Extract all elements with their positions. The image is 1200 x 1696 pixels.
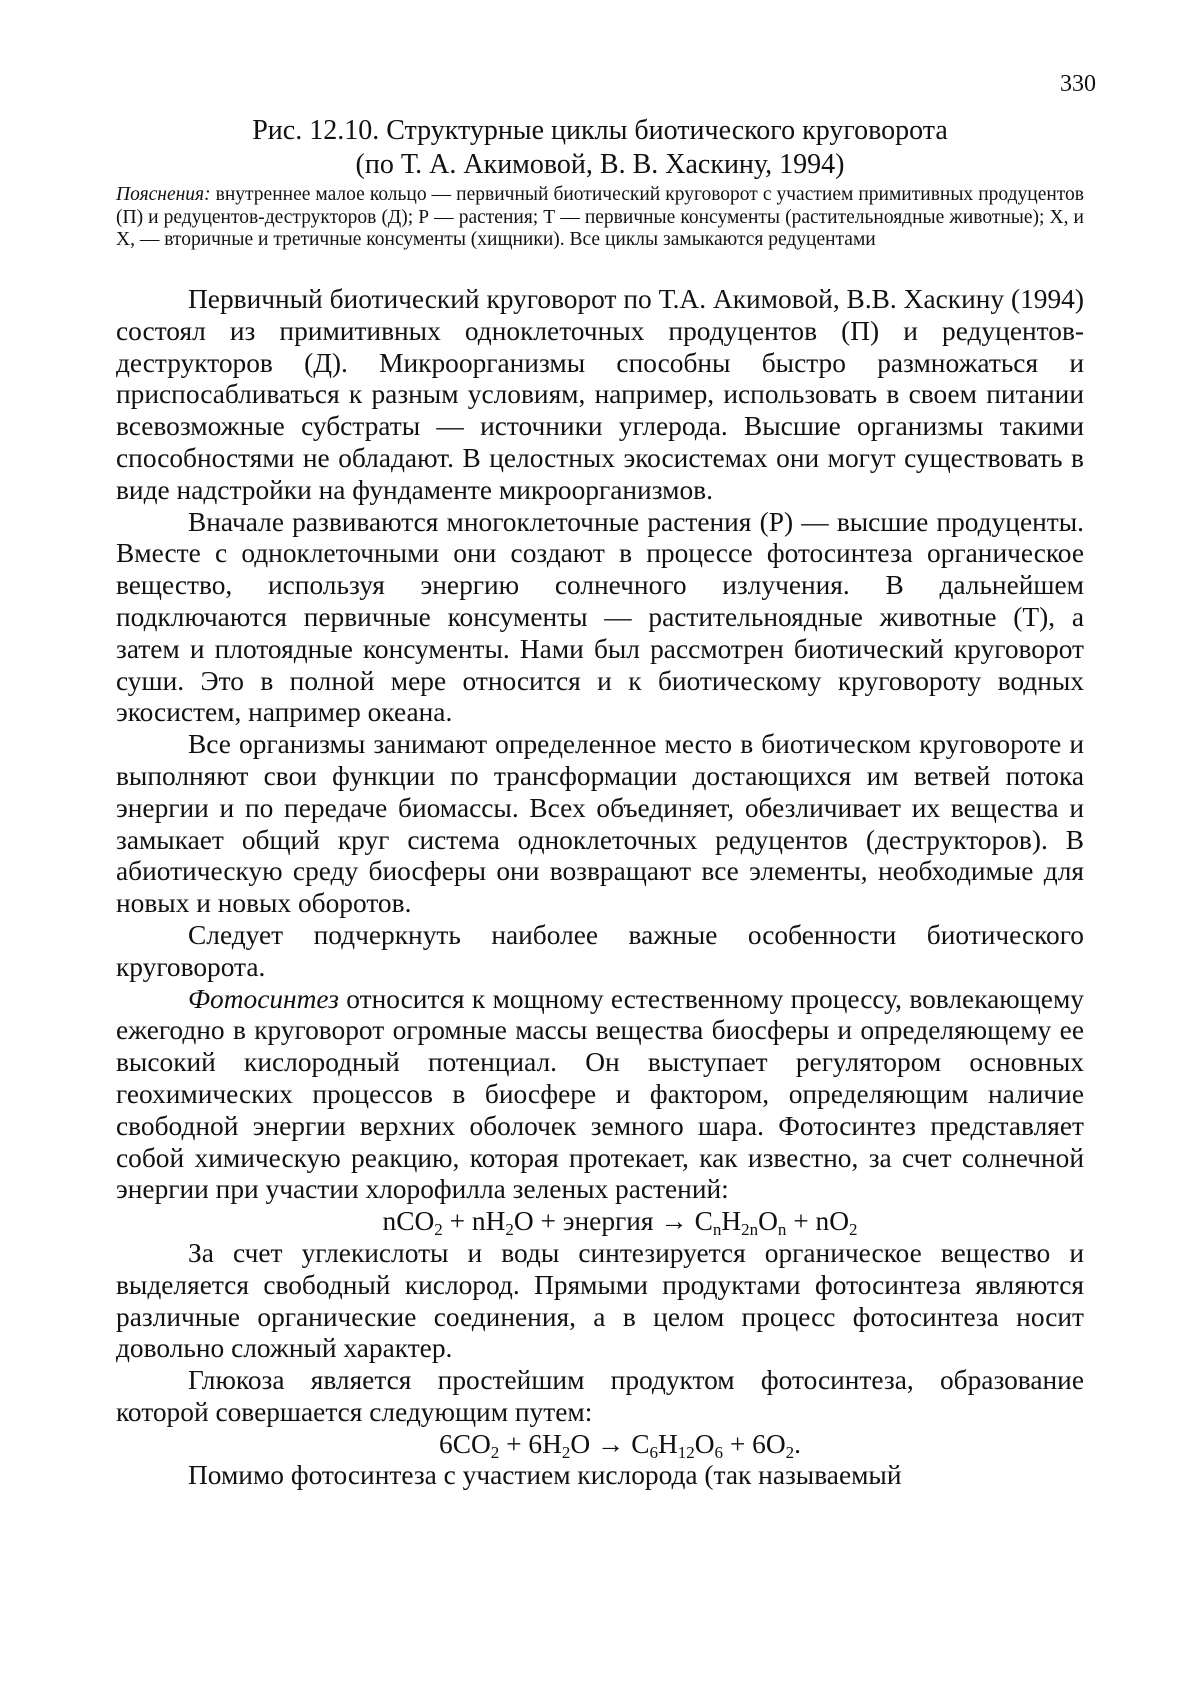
figure-caption-title: Рис. 12.10. Структурные циклы биотического круговорота (0, 114, 1200, 148)
paragraph: Следует подчеркнуть наиболее важные особенности биотического круговорота. (116, 920, 1084, 984)
term-photosynthesis: Фотосинтез (188, 984, 339, 1014)
figure-notes (116, 184, 1084, 252)
paragraph: Все организмы занимают определенное место в биотическом круговороте и выполняют свои функции по трансформации достающихся им ветвей потока энергии и по передаче биомассы. Всех объединяет, обезличивает их вещества и замыкает общий круг система одноклеточных редуцентов (деструкторов). В абиотическую среду биосферы они возвращают все элементы, необходимые для новых и новых оборотов. (116, 729, 1084, 920)
figure-notes-label: Пояснения: (116, 184, 211, 205)
formula-glucose: 6CO2 + 6H2O → C6H12O6 + 6O2. (116, 1429, 1084, 1461)
paragraph-text: относится к мощному естественному процессу, вовлекающему ежегодно в круговорот огромные массы вещества биосферы и определяющему ее высокий кислородный потенциал. Он выступает регулятором основных геохимических процессов в биосфере и фактором, определяющим наличие свободной энергии верхних оболочек земного шара. Фотосинтез представляет собой химическую реакцию, которая протекает, как известно, за счет солнечной энергии при участии хлорофилла зеленых растений: (116, 984, 1084, 1205)
figure-caption-source: (по Т. А. Акимовой, В. В. Хаскину, 1994) (0, 148, 1200, 182)
paragraph: Помимо фотосинтеза с участием кислорода (так называемый (116, 1460, 1084, 1492)
paragraph: За счет углекислоты и воды синтезируется органическое вещество и выделяется свободный кислород. Прямыми продуктами фотосинтеза являются различные органические соединения, а в целом процесс фотосинтеза носит довольно сложный характер. (116, 1238, 1084, 1365)
figure-notes-text: внутреннее малое кольцо — первичный биотический круговорот с участием примитивных продуцентов (П) и редуцентов-деструкторов (Д); Р — растения; Т — первичные консументы (растительноядные животные); X, и X, — вторичные и третичные консументы (хищники). Все циклы замыкаются редуцентами (116, 184, 1084, 250)
body-text (116, 284, 1084, 1492)
page-number: 330 (1060, 70, 1096, 98)
paragraph-photosynthesis (116, 984, 1084, 1207)
paragraph: Глюкоза является простейшим продуктом фотосинтеза, образование которой совершается следующим путем: (116, 1365, 1084, 1429)
paragraph: Вначале развиваются многоклеточные растения (Р) — высшие продуценты. Вместе с одноклеточными они создают в процессе фотосинтеза органическое вещество, используя энергию солнечного излучения. В дальнейшем подключаются первичные консументы — растительноядные животные (Т), а затем и плотоядные консументы. Нами был рассмотрен биотический круговорот суши. Это в полной мере относится и к биотическому круговороту водных экосистем, например океана. (116, 507, 1084, 730)
paragraph: Первичный биотический круговорот по Т.А. Акимовой, В.В. Хаскину (1994) состоял из примитивных одноклеточных продуцентов (П) и редуцентов-деструкторов (Д). Микроорганизмы способны быстро размножаться и приспосабливаться к разным условиям, например, использовать в своем питании всевозможные субстраты — источники углерода. Высшие организмы такими способностями не обладают. В целостных экосистемах они могут существовать в виде надстройки на фундаменте микроорганизмов. (116, 284, 1084, 507)
formula-photosynthesis: nCO2 + nH2O + энергия → CnH2nOn + nO2 (116, 1206, 1084, 1238)
figure-caption (0, 114, 1200, 182)
